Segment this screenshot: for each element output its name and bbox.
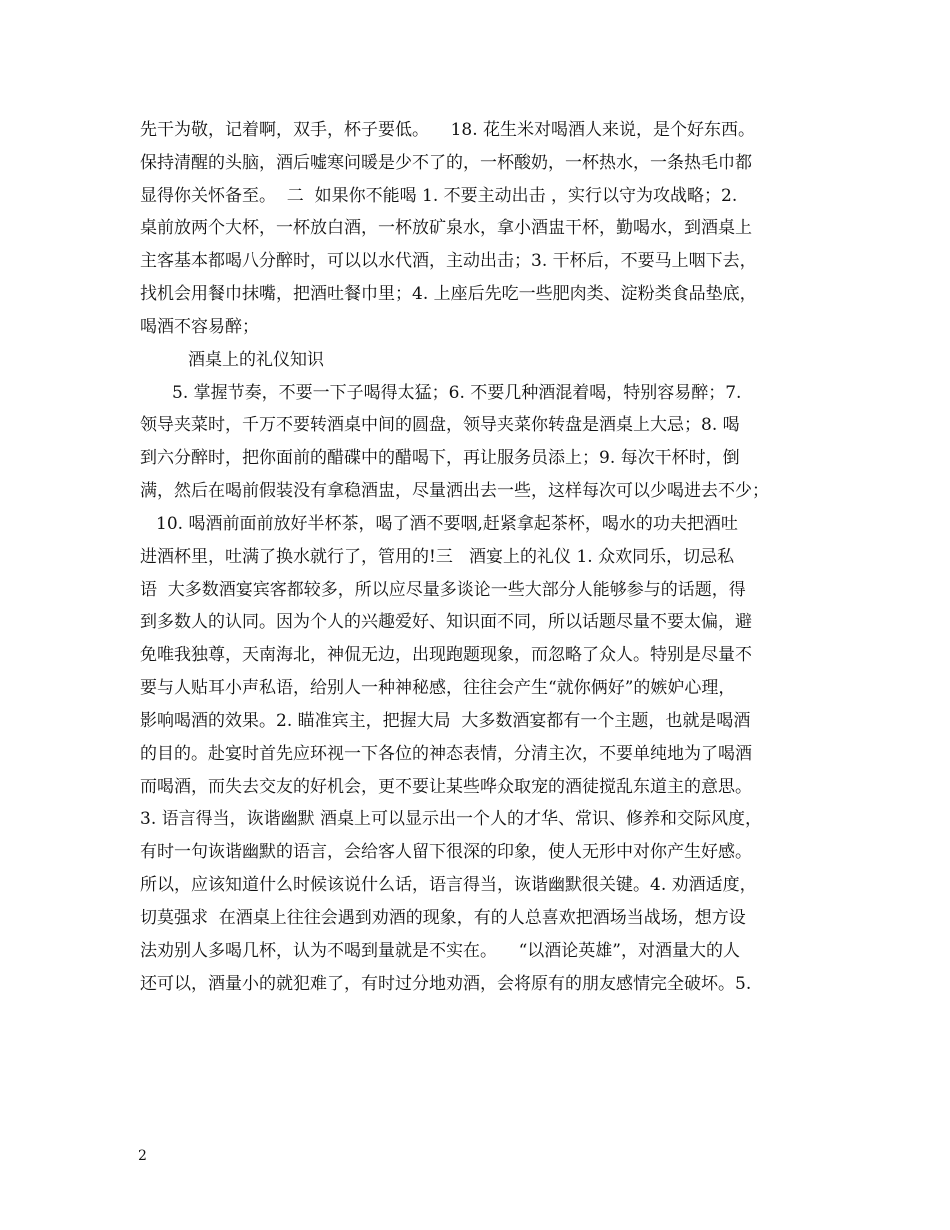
text-line-14: 进酒杯里，吐满了换水就行了，管用的!三 酒宴上的礼仪 1. 众欢同乐，切忌私: [140, 547, 735, 567]
text-line-18: 要与人贴耳小声私语，给别人一种神秘感，往往会产生“就你俩好”的嫉妒心理，: [140, 678, 736, 698]
text-line-13: 10. 喝酒前面前放好半杯茶，喝了酒不要咽,赶紧拿起茶杯，喝水的功夫把酒吐: [156, 514, 738, 534]
text-line-7: 喝酒不容易醉；: [140, 317, 259, 337]
text-line-17: 免唯我独尊，天南海北，神侃无边，出现跑题现象，而忽略了众人。特别是尽量不: [140, 645, 752, 665]
page-number: 2: [138, 1148, 147, 1164]
text-line-27: 还可以，酒量小的就犯难了，有时过分地劝酒，会将原有的朋友感情完全破坏。5.: [140, 974, 752, 994]
text-line-11: 到六分醉时，把你面前的醋碟中的醋喝下，再让服务员添上；9. 每次干杯时，倒: [140, 448, 740, 468]
text-line-21: 而喝酒，而失去交友的好机会，更不要让某些哗众取宠的酒徒搅乱东道主的意思。: [140, 777, 752, 797]
text-line-1: 先干为敬，记着啊，双手，杯子要低。 18. 花生米对喝酒人来说，是个好东西。: [140, 120, 756, 140]
text-line-16: 到多数人的认同。因为个人的兴趣爱好、知识面不同，所以话题尽量不要太偏，避: [140, 612, 752, 632]
text-line-22: 3. 语言得当，诙谐幽默 酒桌上可以显示出一个人的才华、常识、修养和交际风度，: [140, 809, 763, 829]
text-line-25: 切莫强求 在酒桌上往往会遇到劝酒的现象，有的人总喜欢把酒场当战场，想方设: [140, 908, 746, 928]
section-heading: 酒桌上的礼仪知识: [188, 350, 324, 370]
text-line-24: 所以，应该知道什么时候该说什么话，语言得当，诙谐幽默很关键。4. 劝酒适度，: [140, 875, 757, 895]
text-line-4: 桌前放两个大杯，一杯放白酒，一杯放矿泉水，拿小酒盅干杯，勤喝水，到酒桌上: [140, 218, 752, 238]
text-line-26: 法劝别人多喝几杯，认为不喝到量就是不实在。 “以酒论英雄”，对酒量大的人: [140, 941, 740, 961]
text-line-6: 找机会用餐巾抹嘴，把酒吐餐巾里；4. 上座后先吃一些肥肉类、淀粉类食品垫底，: [140, 284, 757, 304]
text-line-19: 影响喝酒的效果。2. 瞄准宾主，把握大局 大多数酒宴都有一个主题，也就是喝酒: [140, 711, 751, 731]
text-line-9: 5. 掌握节奏，不要一下子喝得太猛；6. 不要几种酒混着喝，特别容易醉；7.: [172, 383, 742, 403]
text-line-15: 语 大多数酒宴宾客都较多，所以应尽量多谈论一些大部分人能够参与的话题，得: [140, 580, 746, 600]
text-line-2: 保持清醒的头脑，酒后嘘寒问暖是少不了的，一杯酸奶，一杯热水，一条热毛巾都: [140, 153, 752, 173]
text-line-3: 显得你关怀备至。 二 如果你不能喝 1. 不要主动出击 ，实行以守为攻战略；2.: [140, 186, 738, 206]
text-line-10: 领导夹菜时，千万不要转酒桌中间的圆盘，领导夹菜你转盘是酒桌上大忌；8. 喝: [140, 415, 740, 435]
text-line-23: 有时一句诙谐幽默的语言，会给客人留下很深的印象，使人无形中对你产生好感。: [140, 842, 752, 862]
text-line-12: 满，然后在喝前假装没有拿稳酒盅，尽量洒出去一些，这样每次可以少喝进去不少；: [140, 481, 769, 501]
text-line-5: 主客基本都喝八分醉时，可以以水代酒，主动出击；3. 干杯后，不要马上咽下去，: [140, 251, 757, 271]
text-line-20: 的目的。赴宴时首先应环视一下各位的神态表情，分清主次，不要单纯地为了喝酒: [140, 744, 752, 764]
